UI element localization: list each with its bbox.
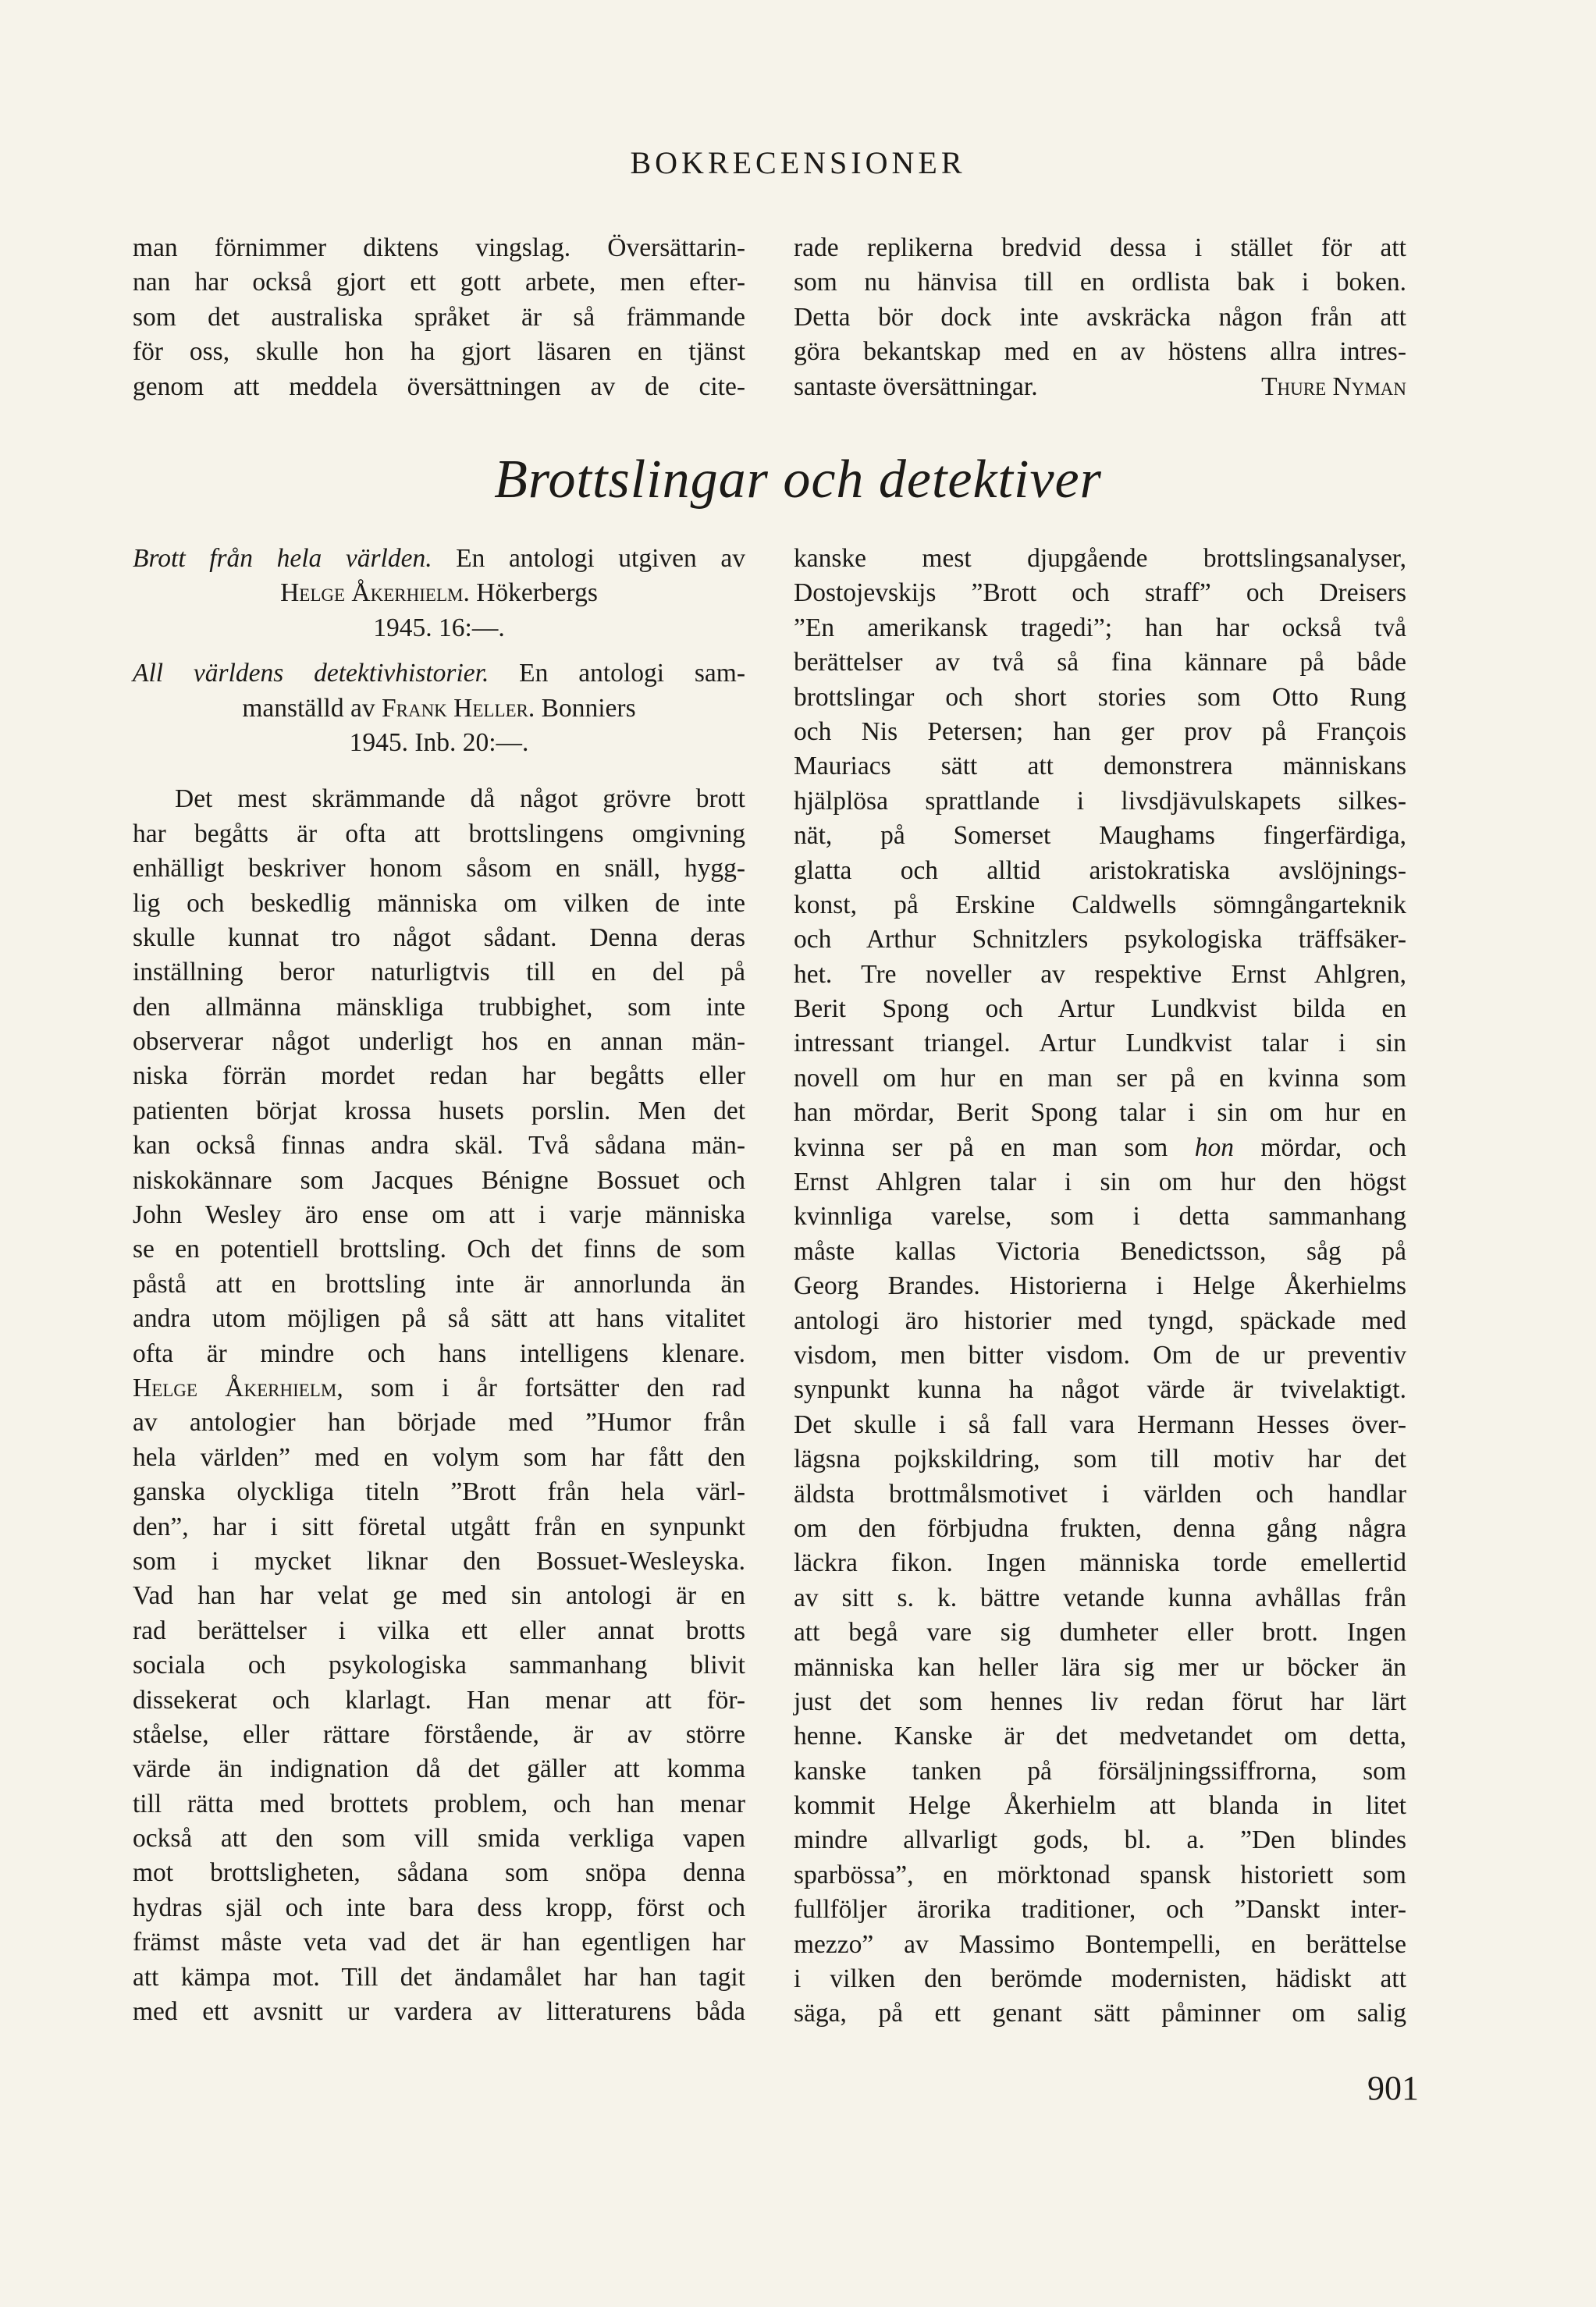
text-line: främst måste veta vad det är han egentligen har [133, 1928, 745, 1957]
text-line: mot brottsligheten, sådana som snöpa denna [133, 1858, 745, 1888]
text-line: nan har också gjort ett gott arbete, men efter- [133, 268, 745, 297]
text-line: av sitt s. k. bättre vetande kunna avhållas från [794, 1583, 1406, 1612]
book-title: Brott från hela världen. [133, 544, 432, 573]
text-line: nät, på Somerset Maughams fingerfärdiga, [794, 821, 1406, 851]
signature-line [794, 370, 1406, 404]
text-line: kvinnliga varelse, som i detta sammanhang [794, 1202, 1406, 1232]
text-line: rade replikerna bredvid dessa i stället för att [794, 233, 1406, 262]
book-citation-2 [133, 656, 745, 760]
text-line [133, 1371, 745, 1406]
book-title: All världens detektivhistorier. [133, 659, 489, 688]
text-line: och Nis Petersen; han ger prov på François [794, 716, 1406, 746]
text-line: skulle kunnat tro något sådant. Denna deras [133, 922, 745, 952]
citation-text: En antologi sam- [489, 659, 745, 688]
text-line: kanske tanken på försäljningssiffrorna, som [794, 1756, 1406, 1786]
citation-line [133, 542, 745, 576]
text-segment: , som i år fortsätter den rad [336, 1373, 745, 1402]
text-line: mindre allvarligt gods, bl. a. ”Den blindes [794, 1825, 1406, 1855]
text-line: patienten börjat krossa husets porslin. Men det [133, 1096, 745, 1125]
text-line: visdom, men bitter visdom. Om de ur preventiv [794, 1340, 1406, 1370]
text-segment: kvinna ser på en man som [794, 1132, 1195, 1162]
citation-text: . Bonniers [528, 693, 636, 723]
text-line: att kämpa mot. Till det ändamålet har han tagit [133, 1962, 745, 1992]
text-line: hela världen” med en volym som har fått den [133, 1442, 745, 1472]
text-line: också att den som vill smida verkliga vapen [133, 1824, 745, 1854]
text-line: om den förbjudna frukten, denna gång några [794, 1513, 1406, 1543]
book-citation-1 [133, 542, 745, 645]
text-line: Vad han har velat ge med sin antologi är en [133, 1581, 745, 1611]
text-line: som nu hänvisa till en ordlista bak i boken. [794, 268, 1406, 297]
citation-line [133, 656, 745, 691]
citation-line [133, 691, 745, 726]
text-line: man förnimmer diktens vingslag. Översättarin- [133, 233, 745, 262]
text-line: Dostojevskijs ”Brott och straff” och Dreisers [794, 578, 1406, 608]
text-line: den”, har i sitt företal utgått från en synpunkt [133, 1512, 745, 1541]
text-line: för oss, skulle hon ha gjort läsaren en tjänst [133, 337, 745, 367]
top-right-column [794, 231, 1406, 404]
text-line: hjälplösa sprattlande i livsdjävulskapets silkes- [794, 786, 1406, 816]
emphasis-text: hon [1194, 1132, 1234, 1162]
spacer [133, 760, 745, 782]
citation-text: manställd av [242, 693, 382, 723]
text-line: sociala och psykologiska sammanhang blivit [133, 1651, 745, 1680]
text-line: John Wesley äro ense om att i varje människa [133, 1200, 745, 1230]
text-line: den allmänna mänskliga trubbighet, som inte [133, 992, 745, 1022]
top-left-column [133, 231, 745, 404]
text-line: Ernst Ahlgren talar i sin om hur den högst [794, 1168, 1406, 1197]
citation-text: . Hökerbergs [463, 578, 598, 608]
book-editor: Frank Heller [381, 693, 528, 723]
text-line: hydras själ och inte bara dess kropp, först och [133, 1893, 745, 1922]
text-line: sparbössa”, en mörktonad spansk historiett som [794, 1860, 1406, 1889]
text-line: till rätta med brottets problem, och han menar [133, 1789, 745, 1818]
text-line: ganska olyckliga titeln ”Brott från hela värl- [133, 1477, 745, 1507]
text-line: glatta och alltid aristokratiska avslöjnings- [794, 855, 1406, 885]
text-line: Det skulle i så fall vara Hermann Hesses över- [794, 1409, 1406, 1439]
text-line: med ett avsnitt ur vardera av litteraturens båda [133, 1997, 745, 2027]
text-line: säga, på ett genant sätt påminner om salig [794, 1999, 1406, 2028]
citation-line: 1945. Inb. 20:—. [349, 727, 529, 757]
text-line: som i mycket liknar den Bossuet-Wesleyska. [133, 1546, 745, 1576]
text-segment: mördar, och [1233, 1132, 1406, 1162]
running-head: BOKRECENSIONER [630, 145, 966, 180]
text-line: santaste översättningar. [794, 371, 1038, 401]
section-title: Brottslingar och detektiver [494, 450, 1102, 510]
text-line: lig och beskedlig människa om vilken de inte [133, 888, 745, 918]
text-line: het. Tre noveller av respektive Ernst Ahlgren, [794, 959, 1406, 989]
text-line: han mördar, Berit Spong talar i sin om hur en [794, 1098, 1406, 1128]
text-line: niska förrän mordet redan har begåtts eller [133, 1061, 745, 1091]
text-line: Georg Brandes. Historierna i Helge Åkerhielms [794, 1271, 1406, 1301]
text-line: novell om hur en man ser på en kvinna som [794, 1063, 1406, 1093]
text-line: antologi äro historier med tyngd, späckade med [794, 1306, 1406, 1335]
text-line: människa kan heller lära sig mer ur böcker än [794, 1652, 1406, 1682]
text-line: som det australiska språket är så främmande [133, 302, 745, 332]
text-line: berättelser av två så fina kännare på både [794, 648, 1406, 677]
text-line: äldsta brottmålsmotivet i världen och handlar [794, 1479, 1406, 1509]
page-number: 901 [1367, 2069, 1419, 2107]
text-line: lägsna pojkskildring, som till motiv har det [794, 1445, 1406, 1474]
reviewer-signature: Thure Nyman [1261, 371, 1406, 401]
text-line: ofta är mindre och hans intelligens klenare. [133, 1338, 745, 1368]
text-line: konst, på Erskine Caldwells sömngångarteknik [794, 890, 1406, 919]
text-line: värde än indignation då det gäller att komma [133, 1754, 745, 1784]
text-line: dissekerat och klarlagt. Han menar att för- [133, 1685, 745, 1715]
text-line: henne. Kanske är det medvetandet om detta, [794, 1722, 1406, 1751]
text-line: se en potentiell brottsling. Och det finns de som [133, 1235, 745, 1264]
text-line: just det som hennes liv redan förut har lärt [794, 1687, 1406, 1716]
text-line: har begåtts är ofta att brottslingens omgivning [133, 819, 745, 848]
citation-line [133, 576, 745, 610]
text-line: mezzo” av Massimo Bontempelli, en berättelse [794, 1929, 1406, 1959]
text-line: att begå vare sig dumheter eller brott. Ingen [794, 1618, 1406, 1648]
text-line: andra utom möjligen på så sätt att hans vitalitet [133, 1304, 745, 1334]
text-line: intressant triangel. Artur Lundkvist talar i sin [794, 1029, 1406, 1058]
text-line: Detta bör dock inte avskräcka någon från att [794, 302, 1406, 332]
text-line: Mauriacs sätt att demonstrera människans [794, 752, 1406, 781]
text-line: enhälligt beskriver honom såsom en snäll, hygg- [133, 854, 745, 883]
text-line: niskokännare som Jacques Bénigne Bossuet och [133, 1165, 745, 1195]
text-line: kan också finnas andra skäl. Två sådana män- [133, 1131, 745, 1161]
text-line: i vilken den berömde modernisten, hädiskt att [794, 1964, 1406, 1994]
spacer [133, 645, 745, 656]
main-right-column [794, 542, 1406, 2032]
text-line: kanske mest djupgående brottslingsanalyser, [794, 544, 1406, 573]
author-name: Helge Åkerhielm [133, 1373, 337, 1402]
text-line: genom att meddela översättningen av de cite- [133, 371, 745, 401]
text-line: observerar något underligt hos en annan män- [133, 1027, 745, 1057]
text-line: påstå att en brottsling inte är annorlunda än [133, 1269, 745, 1299]
text-line: inställning beror naturligtvis till en del på [133, 958, 745, 987]
text-line: synpunkt kunna ha något värde är tvivelaktigt. [794, 1375, 1406, 1405]
text-line: brottslingar och short stories som Otto Rung [794, 682, 1406, 712]
text-line: Berit Spong och Artur Lundkvist bilda en [794, 994, 1406, 1024]
text-line: kommit Helge Åkerhielm att blanda in litet [794, 1791, 1406, 1821]
text-line: läckra fikon. Ingen människa torde emellertid [794, 1548, 1406, 1578]
text-line: måste kallas Victoria Benedictsson, såg på [794, 1236, 1406, 1266]
text-line: rad berättelser i vilka ett eller annat brotts [133, 1616, 745, 1645]
book-editor: Helge Åkerhielm [280, 578, 464, 608]
main-left-column [133, 542, 745, 2029]
citation-line: 1945. 16:—. [373, 613, 505, 642]
text-line: ”En amerikansk tragedi”; han har också två [794, 613, 1406, 642]
text-line: Det mest skrämmande då något grövre brott [175, 784, 745, 814]
text-line: av antologier han började med ”Humor från [133, 1408, 745, 1438]
review-body-left [133, 782, 745, 2029]
text-line: fullföljer ärorika traditioner, och ”Danskt inter- [794, 1895, 1406, 1925]
text-line: göra bekantskap med en av höstens allra intres- [794, 337, 1406, 367]
text-line [794, 1131, 1406, 1165]
text-line: ståelse, eller rättare förstående, är av större [133, 1719, 745, 1749]
citation-text: En antologi utgiven av [432, 544, 745, 573]
text-line: och Arthur Schnitzlers psykologiska träffsäker- [794, 925, 1406, 954]
